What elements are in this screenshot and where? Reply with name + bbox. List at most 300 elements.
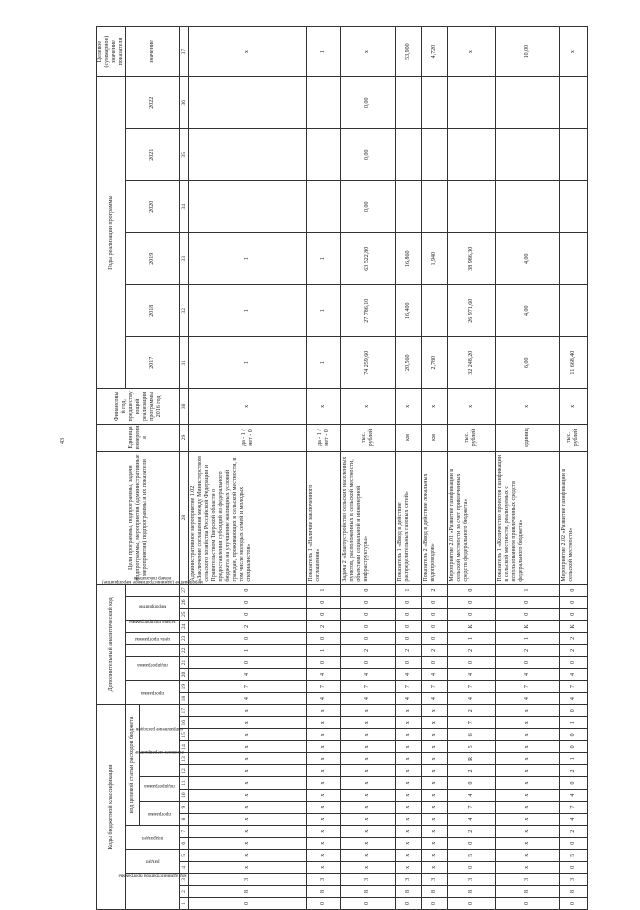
- row-description: Административное мероприятие 1.02 «Заключение соглашения между Министерством сельского хозяйства Российской Федерации и Правительством Тверской области о предоставлении субсидий из федерального бюджета на улучшение жилищных условий граждан, проживающих в сельской местности, в том числе молодых семей и молодых специалистов»: [189, 451, 307, 584]
- code-digit: х: [341, 813, 395, 825]
- code-digit: 0: [421, 656, 447, 668]
- table-row: [189, 27, 307, 910]
- row-year-value: 1: [307, 285, 341, 337]
- code-digit: х: [307, 849, 341, 861]
- row-year-value: 1,940: [421, 233, 447, 285]
- row-year-value: [447, 181, 495, 233]
- row-year-value: 1: [189, 285, 307, 337]
- code-digit: 0: [395, 656, 421, 668]
- code-digit: 7: [421, 681, 447, 693]
- row-year-value: [395, 77, 421, 129]
- header-subsection: [126, 825, 180, 849]
- row-total: х: [447, 27, 495, 77]
- code-digit: 8: [307, 885, 341, 897]
- row-year-value: [559, 285, 587, 337]
- code-digit: х: [189, 777, 307, 789]
- row-year-value: [189, 129, 307, 181]
- column-number: 32: [180, 285, 189, 337]
- code-digit: 0: [559, 777, 587, 789]
- code-digit: 0: [307, 608, 341, 620]
- code-digit: 7: [189, 681, 307, 693]
- code-digit: 4: [559, 668, 587, 680]
- code-digit: 0: [559, 741, 587, 753]
- code-digit: 0: [395, 620, 421, 632]
- code-digit: 2: [447, 765, 495, 777]
- row-year-value: 1: [307, 233, 341, 285]
- row-year-value: 20,560: [395, 337, 421, 389]
- code-digit: х: [189, 849, 307, 861]
- code-digit: 0: [395, 608, 421, 620]
- row-year-value: [447, 129, 495, 181]
- code-digit: 7: [559, 801, 587, 813]
- column-number: 22: [180, 644, 189, 656]
- code-digit: 7: [559, 681, 587, 693]
- table-row: [559, 27, 587, 910]
- code-digit: 0: [559, 897, 587, 909]
- row-total: 10,00: [495, 27, 559, 77]
- code-digit: 7: [447, 681, 495, 693]
- row-year-value: 0,00: [341, 129, 395, 181]
- column-number: 12: [180, 765, 189, 777]
- code-digit: 0: [341, 596, 395, 608]
- row-year-value: [189, 77, 307, 129]
- code-digit: 8: [395, 885, 421, 897]
- row-year-value: 63 522,80: [341, 233, 395, 285]
- column-number: 18: [180, 693, 189, 705]
- row-total: 4,720: [421, 27, 447, 77]
- row-year-value: [495, 77, 559, 129]
- header-program: [140, 801, 180, 825]
- code-digit: 0: [421, 608, 447, 620]
- header-budget-codes: Коды бюджетной классификации: [97, 705, 126, 910]
- row-unit: км: [395, 424, 421, 451]
- code-digit: х: [395, 837, 421, 849]
- vertical-header-text: подраздел: [141, 834, 164, 840]
- column-number: 13: [180, 753, 189, 765]
- code-digit: 0: [341, 620, 395, 632]
- code-digit: х: [495, 717, 559, 729]
- code-digit: х: [307, 741, 341, 753]
- code-digit: х: [495, 741, 559, 753]
- code-digit: х: [395, 705, 421, 717]
- code-digit: 2: [307, 620, 341, 632]
- column-number: 34: [180, 181, 189, 233]
- code-digit: 2: [421, 644, 447, 656]
- program-table: [96, 26, 588, 910]
- code-digit: 1: [495, 632, 559, 644]
- vertical-header-text: программа: [148, 810, 172, 816]
- code-digit: 0: [495, 608, 559, 620]
- code-digit: 2: [447, 644, 495, 656]
- row-total: х: [559, 27, 587, 77]
- code-digit: 1: [395, 584, 421, 596]
- row-year-value: 1: [307, 337, 341, 389]
- code-digit: х: [341, 825, 395, 837]
- code-digit: х: [189, 705, 307, 717]
- code-digit: 2: [421, 584, 447, 596]
- code-digit: х: [421, 801, 447, 813]
- column-number: 9: [180, 801, 189, 813]
- code-digit: 4: [307, 693, 341, 705]
- row-unit: тыс. рублей: [447, 424, 495, 451]
- row-year-value: 6,00: [495, 337, 559, 389]
- code-digit: х: [395, 861, 421, 873]
- code-digit: х: [495, 861, 559, 873]
- code-digit: 8: [421, 885, 447, 897]
- code-digit: х: [189, 765, 307, 777]
- row-year-value: [495, 181, 559, 233]
- header-admin-code: [118, 872, 187, 909]
- column-number: 27: [180, 584, 189, 596]
- header-years: Годы реализации программы: [97, 77, 126, 389]
- code-digit: 2: [559, 825, 587, 837]
- row-fin-year: х: [421, 389, 447, 424]
- code-digit: х: [189, 753, 307, 765]
- code-digit: 8: [447, 885, 495, 897]
- column-number: 15: [180, 729, 189, 741]
- page-number: 43: [60, 438, 66, 444]
- code-digit: х: [495, 801, 559, 813]
- header-target-article: код целевой статьи расходов бюджета: [126, 705, 140, 826]
- code-digit: х: [395, 729, 421, 741]
- vertical-header-text: мероприятие: [138, 603, 167, 609]
- code-digit: х: [189, 837, 307, 849]
- code-digit: х: [307, 777, 341, 789]
- code-digit: 2: [495, 644, 559, 656]
- code-digit: х: [495, 813, 559, 825]
- code-digit: 2: [447, 825, 495, 837]
- code-digit: 4: [421, 668, 447, 680]
- code-digit: х: [341, 753, 395, 765]
- code-digit: 2: [559, 632, 587, 644]
- code-digit: 0: [447, 608, 495, 620]
- code-digit: 0: [395, 632, 421, 644]
- code-digit: 4: [189, 693, 307, 705]
- header-final-value: Целевое (суммарное) значение показателя: [97, 27, 126, 77]
- code-digit: х: [395, 789, 421, 801]
- code-digit: 8: [341, 885, 395, 897]
- code-digit: 0: [189, 584, 307, 596]
- header-section: [126, 849, 180, 873]
- column-number: 19: [180, 681, 189, 693]
- code-digit: 4: [447, 693, 495, 705]
- code-digit: 1: [559, 717, 587, 729]
- column-number: 3: [180, 873, 189, 885]
- row-description: Показатель 1 «Наличие заключенного соглашения»: [307, 451, 341, 584]
- vertical-header-text: основное мероприятие: [135, 749, 184, 755]
- code-digit: 0: [189, 632, 307, 644]
- code-digit: 4: [447, 789, 495, 801]
- code-digit: 7: [341, 681, 395, 693]
- column-number: 16: [180, 717, 189, 729]
- row-year-value: [189, 181, 307, 233]
- code-digit: х: [307, 717, 341, 729]
- code-digit: 0: [341, 584, 395, 596]
- table-row: [495, 27, 559, 910]
- vertical-header-text: направление расходов: [136, 726, 184, 732]
- code-digit: 0: [495, 897, 559, 909]
- code-digit: 0: [189, 656, 307, 668]
- code-digit: 3: [395, 873, 421, 885]
- code-digit: 8: [559, 885, 587, 897]
- code-digit: 0: [189, 897, 307, 909]
- column-number: 36: [180, 77, 189, 129]
- code-digit: 3: [341, 873, 395, 885]
- row-year-value: 38 986,30: [447, 233, 495, 285]
- code-digit: х: [307, 729, 341, 741]
- code-digit: х: [421, 861, 447, 873]
- code-digit: 5: [447, 741, 495, 753]
- code-digit: х: [495, 789, 559, 801]
- row-fin-year: х: [341, 389, 395, 424]
- header-year-2022: 2022: [126, 77, 180, 129]
- code-digit: 7: [495, 681, 559, 693]
- code-digit: 3: [495, 873, 559, 885]
- row-total: 1: [307, 27, 341, 77]
- table-row: [341, 27, 395, 910]
- header-additional-code: Дополнительный аналитический код: [97, 584, 126, 705]
- vertical-header-text: подпрограмма: [144, 782, 175, 788]
- code-digit: х: [189, 813, 307, 825]
- header-year-2019: 2019: [126, 233, 180, 285]
- code-digit: х: [341, 741, 395, 753]
- code-digit: х: [421, 813, 447, 825]
- code-digit: 0: [307, 596, 341, 608]
- code-digit: К: [495, 620, 559, 632]
- code-digit: х: [189, 861, 307, 873]
- row-year-value: [559, 77, 587, 129]
- column-number: 29: [180, 424, 189, 451]
- code-digit: 0: [447, 837, 495, 849]
- row-year-value: 1: [189, 337, 307, 389]
- code-digit: х: [189, 789, 307, 801]
- header-a-program: [126, 681, 180, 705]
- code-digit: х: [307, 825, 341, 837]
- code-digit: 0: [495, 656, 559, 668]
- code-digit: 0: [395, 596, 421, 608]
- code-digit: 3: [307, 873, 341, 885]
- code-digit: 0: [421, 596, 447, 608]
- code-digit: 0: [495, 596, 559, 608]
- code-digit: х: [421, 765, 447, 777]
- code-digit: 0: [341, 632, 395, 644]
- code-digit: х: [421, 729, 447, 741]
- code-digit: х: [307, 753, 341, 765]
- table-row: [307, 27, 341, 910]
- row-year-value: 1: [189, 233, 307, 285]
- code-digit: 2: [395, 644, 421, 656]
- table-row: [447, 27, 495, 910]
- row-year-value: 4,00: [495, 233, 559, 285]
- header-year-2017: 2017: [126, 337, 180, 389]
- code-digit: 5: [447, 849, 495, 861]
- code-digit: х: [421, 717, 447, 729]
- row-year-value: 0,00: [341, 77, 395, 129]
- header-program-goal: Цели программы, подпрограммы, задачи подпрограммы, мероприятия (административные мероприятия) подпрограммы и их показатели: [97, 451, 180, 584]
- column-number: 7: [180, 825, 189, 837]
- row-fin-year: х: [189, 389, 307, 424]
- code-digit: К: [559, 620, 587, 632]
- code-digit: х: [395, 825, 421, 837]
- row-year-value: [495, 129, 559, 181]
- code-digit: 0: [447, 596, 495, 608]
- code-digit: х: [395, 765, 421, 777]
- code-digit: х: [395, 717, 421, 729]
- row-year-value: 32 248,20: [447, 337, 495, 389]
- code-digit: х: [341, 705, 395, 717]
- code-digit: 7: [395, 681, 421, 693]
- code-digit: 1: [447, 632, 495, 644]
- column-number: 5: [180, 849, 189, 861]
- code-digit: 0: [447, 777, 495, 789]
- header-year-2021: 2021: [126, 129, 180, 181]
- code-digit: х: [189, 717, 307, 729]
- vertical-header-text: раздел: [145, 858, 160, 864]
- code-digit: 2: [341, 644, 395, 656]
- code-digit: 0: [341, 897, 395, 909]
- vertical-header-text: задача подпрограммы: [129, 618, 176, 624]
- code-digit: 4: [447, 668, 495, 680]
- row-year-value: [421, 285, 447, 337]
- row-description: Показатель 2 «Ввод в действие локальных водопроводов»: [421, 451, 447, 584]
- row-year-value: [447, 77, 495, 129]
- row-year-value: [559, 233, 587, 285]
- code-digit: 4: [395, 693, 421, 705]
- code-digit: х: [341, 717, 395, 729]
- header-fin-year: Финансовый год, предшествующий реализации программы 2016 год: [97, 389, 180, 424]
- code-digit: х: [395, 753, 421, 765]
- column-numbers-row: [180, 27, 189, 910]
- code-digit: 4: [495, 668, 559, 680]
- code-digit: х: [421, 789, 447, 801]
- code-digit: х: [495, 765, 559, 777]
- code-digit: 0: [189, 608, 307, 620]
- code-digit: 0: [307, 632, 341, 644]
- row-fin-year: х: [395, 389, 421, 424]
- code-digit: 1: [307, 644, 341, 656]
- code-digit: 0: [447, 897, 495, 909]
- column-number: 28: [180, 451, 189, 584]
- code-digit: 5: [559, 849, 587, 861]
- code-digit: 4: [395, 668, 421, 680]
- column-number: 4: [180, 861, 189, 873]
- column-number: 8: [180, 813, 189, 825]
- code-digit: х: [421, 753, 447, 765]
- code-digit: 0: [559, 584, 587, 596]
- code-digit: х: [421, 741, 447, 753]
- code-digit: х: [421, 837, 447, 849]
- header-subprogram: [140, 777, 180, 801]
- vertical-header-text: подпрограмма: [137, 662, 168, 668]
- code-digit: х: [395, 741, 421, 753]
- column-number: 14: [180, 741, 189, 753]
- code-digit: х: [495, 753, 559, 765]
- row-year-value: 2,780: [421, 337, 447, 389]
- code-digit: 4: [559, 693, 587, 705]
- code-digit: 7: [447, 801, 495, 813]
- code-digit: 3: [559, 873, 587, 885]
- code-digit: х: [421, 705, 447, 717]
- row-year-value: [395, 181, 421, 233]
- code-digit: х: [189, 825, 307, 837]
- row-total: 53,900: [395, 27, 421, 77]
- code-digit: 3: [447, 873, 495, 885]
- code-digit: х: [307, 813, 341, 825]
- code-digit: 0: [559, 656, 587, 668]
- column-number: 6: [180, 837, 189, 849]
- vertical-header-text: программа: [141, 690, 165, 696]
- code-digit: 8: [495, 885, 559, 897]
- header-a-subprogram: [126, 656, 180, 680]
- code-digit: х: [341, 765, 395, 777]
- code-digit: 0: [447, 861, 495, 873]
- column-number: 11: [180, 777, 189, 789]
- row-description: Мероприятие 2.01 «Развитие газификации в сельской местности за счет привлеченных средств федерального бюджета»: [447, 451, 495, 584]
- code-digit: х: [307, 801, 341, 813]
- row-fin-year: х: [559, 389, 587, 424]
- header-row-1: [97, 27, 126, 910]
- code-digit: 1: [495, 584, 559, 596]
- header-year-2018: 2018: [126, 285, 180, 337]
- row-year-value: [421, 77, 447, 129]
- vertical-header-text: код администратора программы: [118, 872, 187, 878]
- code-digit: 4: [495, 693, 559, 705]
- code-digit: 0: [559, 705, 587, 717]
- code-digit: 0: [395, 897, 421, 909]
- header-year-2020: 2020: [126, 181, 180, 233]
- row-year-value: [395, 129, 421, 181]
- row-year-value: [307, 77, 341, 129]
- code-digit: 4: [559, 813, 587, 825]
- code-digit: х: [495, 777, 559, 789]
- column-number: 33: [180, 233, 189, 285]
- row-year-value: [559, 129, 587, 181]
- row-unit: единиц: [495, 424, 559, 451]
- row-year-value: 0,00: [341, 181, 395, 233]
- code-digit: х: [341, 777, 395, 789]
- code-digit: х: [307, 705, 341, 717]
- code-digit: 0: [421, 897, 447, 909]
- code-digit: х: [421, 849, 447, 861]
- row-year-value: 16,400: [395, 285, 421, 337]
- code-digit: 0: [447, 656, 495, 668]
- row-fin-year: х: [495, 389, 559, 424]
- code-digit: 4: [189, 668, 307, 680]
- code-digit: 7: [447, 717, 495, 729]
- code-digit: 0: [559, 729, 587, 741]
- code-digit: К: [447, 620, 495, 632]
- row-description: Задача 2 «Благоустройство сельских населенных пунктов, расположенных в сельской местности, объектами социальной и инженерной инфраструктуры»: [341, 451, 395, 584]
- code-digit: 0: [559, 861, 587, 873]
- code-digit: х: [341, 801, 395, 813]
- code-digit: 4: [341, 668, 395, 680]
- code-digit: х: [189, 729, 307, 741]
- row-fin-year: х: [307, 389, 341, 424]
- code-digit: х: [341, 789, 395, 801]
- row-unit: да - 1 / нет - 0: [189, 424, 307, 451]
- vertical-header-text: номер показателя: [133, 574, 172, 580]
- code-digit: 0: [189, 596, 307, 608]
- code-digit: 1: [189, 644, 307, 656]
- code-digit: х: [395, 813, 421, 825]
- code-digit: х: [495, 705, 559, 717]
- code-digit: 0: [559, 837, 587, 849]
- header-unit: Единица измерения: [97, 424, 180, 451]
- code-digit: 0: [307, 897, 341, 909]
- column-number: 2: [180, 885, 189, 897]
- row-year-value: 4,00: [495, 285, 559, 337]
- column-number: 30: [180, 389, 189, 424]
